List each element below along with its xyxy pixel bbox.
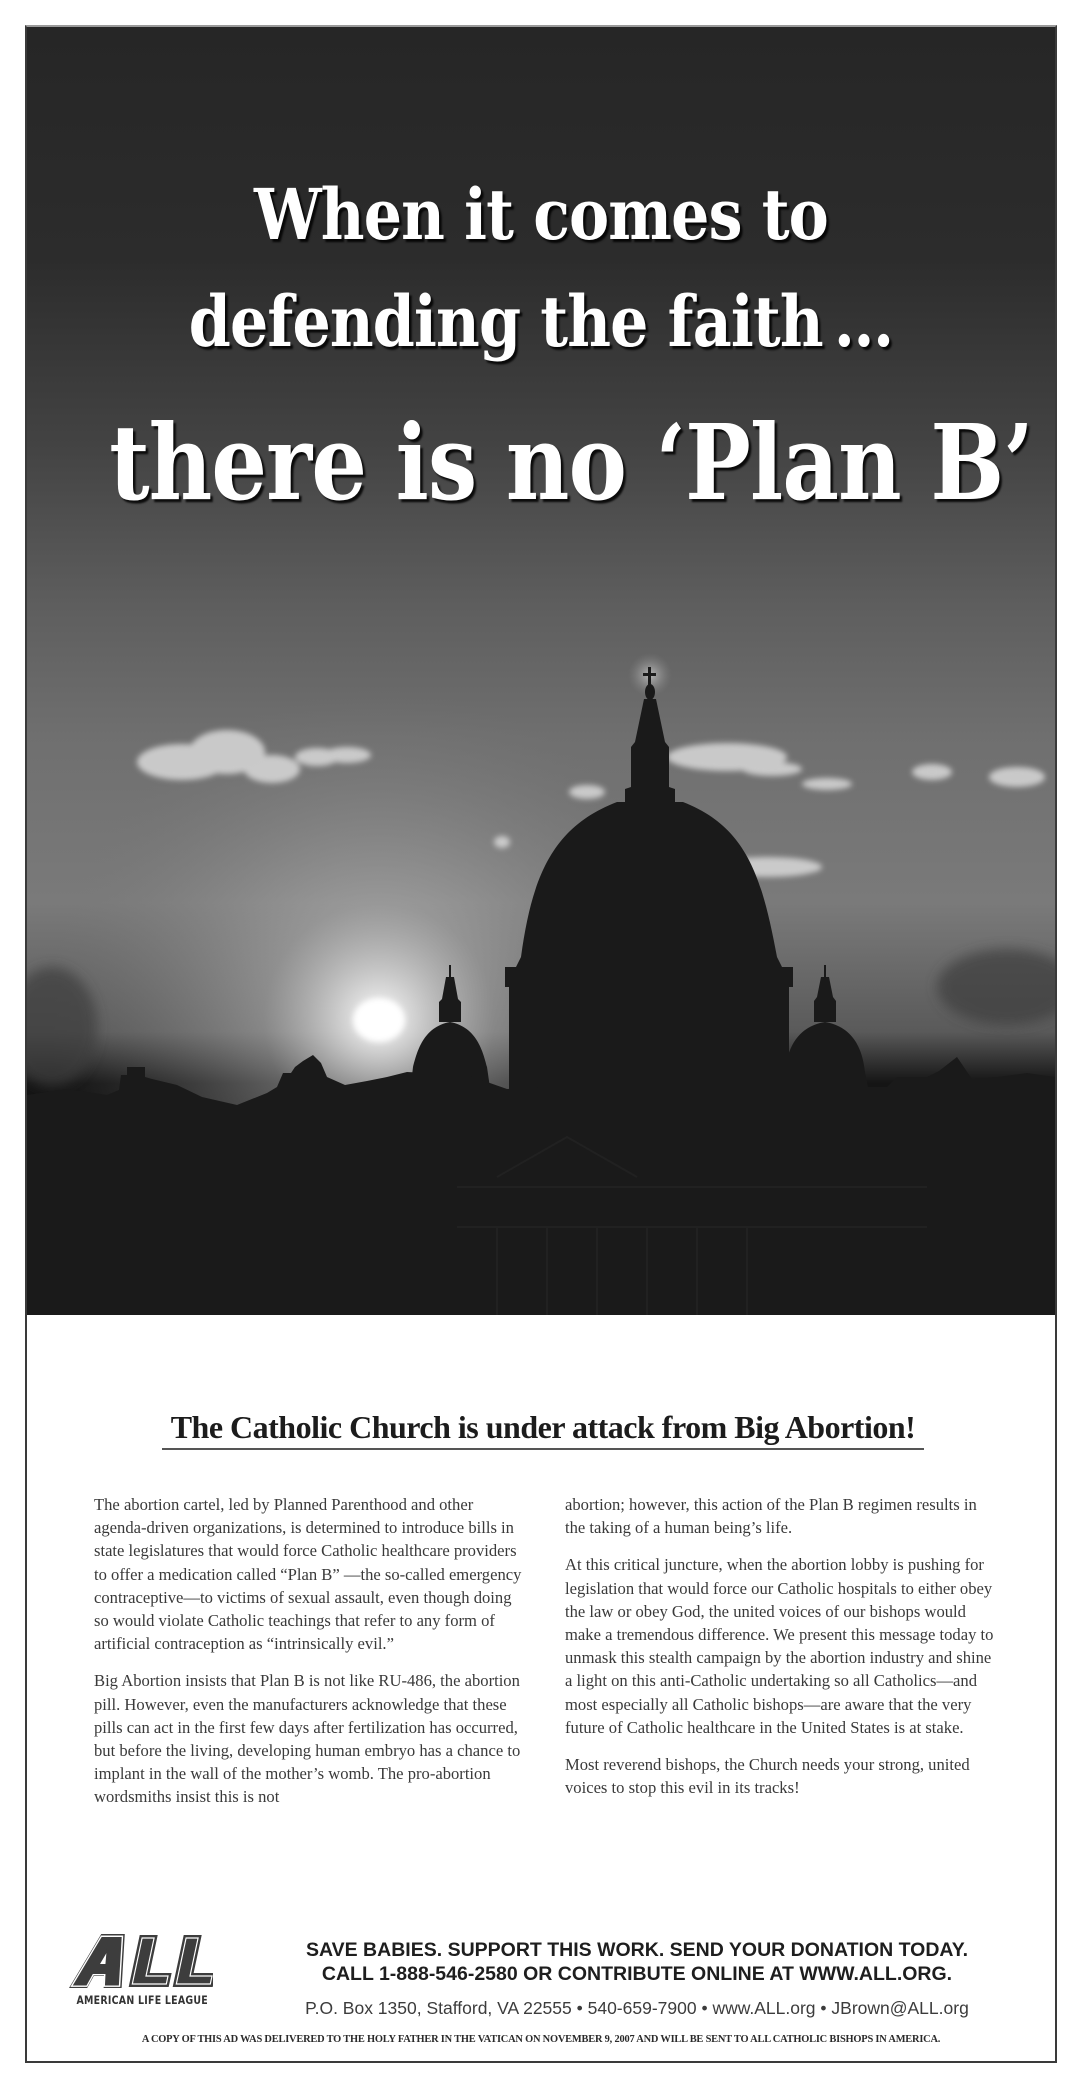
subheading: The Catholic Church is under attack from Big Abortion!	[170, 1409, 916, 1445]
call-to-action-line-2: CALL 1-888-546-2580 OR CONTRIBUTE ONLINE AT WWW.ALL.ORG.	[321, 1963, 953, 1985]
hero-photo	[27, 27, 1055, 1315]
body-paragraph: The abortion cartel, led by Planned Parenthood and other agenda-driven organizations, is determined to introduce bills in state legislatures that would force Catholic healthcare providers to offer a medication called “Plan B” —the so-called emergency contraceptive—to victims of sexual assault, even though doing so would violate Catholic teachings that refer to any form of artificial contraception as “intrinsically evil.”	[94, 1495, 522, 1654]
body-column-right	[565, 1493, 995, 1813]
all-logo-mark-icon	[63, 1929, 213, 1991]
contact-info: P.O. Box 1350, Stafford, VA 22555 • 540-659-7900 • www.ALL.org • JBrown@ALL.org	[305, 1998, 969, 2018]
body-paragraph: Big Abortion insists that Plan B is not like RU-486, the abortion pill. However, even the manufacturers acknowledge that these pills can act in the first few days after fertilization has occurred, but before the living, developing human embryo has a chance to implant in the wall of the mother’s womb. The pro-abortion wordsmiths insist this is not	[94, 1671, 521, 1807]
body-column-left	[94, 1493, 524, 1823]
disclaimer: A COPY OF THIS AD WAS DELIVERED TO THE HOLY FATHER IN THE VATICAN ON NOVEMBER 9, 2007 AND WILL BE SENT TO ALL CATHOLIC BISHOPS IN AMERICA.	[141, 2034, 941, 2045]
ad-frame	[25, 25, 1057, 2063]
body-paragraph: abortion; however, this action of the Plan B regimen results in the taking of a human being’s life.	[565, 1495, 977, 1538]
headline-line-3: there is no ‘Plan B’	[109, 401, 1033, 524]
headline-line-1: When it comes to	[254, 173, 828, 256]
body-paragraph: Most reverend bishops, the Church needs your strong, united voices to stop this evil in its tracks!	[565, 1755, 970, 1798]
sun	[353, 998, 405, 1042]
call-to-action-line-1: SAVE BABIES. SUPPORT THIS WORK. SEND YOUR DONATION TODAY.	[305, 1939, 968, 1961]
body-paragraph: At this critical juncture, when the abortion lobby is pushing for legislation that would force our Catholic hospitals to either obey the law or obey God, the united voices of our bishops would make a tremendous difference. We present this message today to unmask this stealth campaign by the abortion industry and shine a light on this anti-Catholic undertaking so all Catholics—and most especially all Catholic bishops—are aware that the very future of Catholic healthcare in the United States is at stake.	[565, 1555, 994, 1737]
logo-organization-name: AMERICAN LIFE LEAGUE	[76, 1993, 208, 2007]
headline-line-2: defending the faith …	[188, 280, 894, 363]
subheading-underline	[162, 1448, 924, 1450]
american-life-league-logo	[63, 1929, 213, 2009]
